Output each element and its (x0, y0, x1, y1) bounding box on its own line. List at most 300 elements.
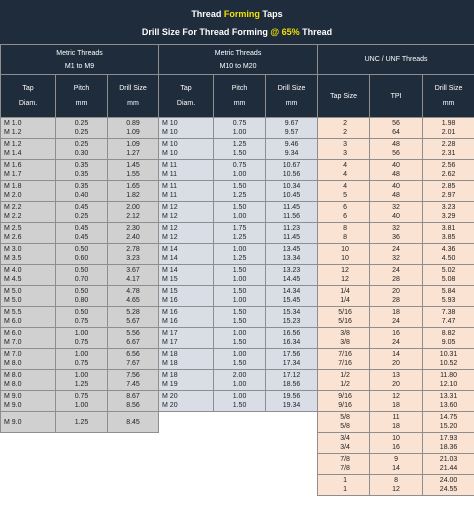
cell-value: M 5.0 (4, 297, 22, 304)
cell-drill-size-3 (423, 286, 474, 307)
cell-tap-diam-2 (159, 181, 214, 202)
cell-pitch (56, 139, 108, 160)
cell-value: 0.35 (74, 162, 89, 169)
cell-value: 2.85 (441, 183, 456, 190)
cell-value: 11.45 (283, 204, 301, 211)
cell-pitch-2 (214, 244, 266, 265)
cell-value: 1.50 (232, 288, 247, 295)
cell-drill-size (108, 118, 159, 139)
cell-pitch (56, 412, 108, 433)
table-row (1, 328, 474, 349)
cell-value: 8.82 (441, 330, 456, 337)
cell-value: M 1.4 (4, 150, 22, 157)
drill-size-table (0, 44, 474, 496)
cell-tap-diam-2 (159, 475, 214, 496)
cell-drill-size (108, 139, 159, 160)
cell-value: 10.67 (282, 162, 301, 169)
cell-value: 0.75 (74, 318, 89, 325)
table-row (1, 433, 474, 454)
cell-value: M 19 (162, 381, 178, 388)
cell-value: 1.45 (126, 162, 140, 169)
cell-value: 24 (392, 318, 400, 325)
cell-value: M 15 (162, 288, 178, 295)
cell-pitch (56, 307, 108, 328)
cell-value: 1.50 (232, 183, 247, 190)
cell-value: 5.67 (126, 318, 140, 325)
cell-drill-size-2 (266, 286, 318, 307)
cell-value: 2.78 (126, 246, 140, 253)
cell-value: 11 (392, 414, 400, 421)
cell-tap-diam-2 (159, 307, 214, 328)
cell-tap-diam (1, 265, 56, 286)
cell-tpi (370, 223, 423, 244)
group-header-unc: UNC / UNF Threads (318, 45, 474, 75)
cell-value: M 11 (162, 192, 178, 199)
cell-value: M 20 (162, 402, 178, 409)
cell-value: 3.23 (441, 204, 456, 211)
cell-value: 1.50 (232, 318, 247, 325)
cell-value: 2 (343, 129, 348, 136)
cell-drill-size-3 (423, 139, 474, 160)
cell-value: 0.45 (74, 225, 89, 232)
cell-value: M 9.0 (4, 393, 22, 400)
cell-value: M 11 (162, 162, 178, 169)
cell-drill-size (108, 370, 159, 391)
cell-drill-size-3 (423, 433, 474, 454)
cell-value: 4.17 (126, 276, 140, 283)
table-row (1, 307, 474, 328)
cell-value: 1.50 (232, 360, 247, 367)
cell-value: M 1.8 (4, 183, 22, 190)
cell-drill-size-3 (423, 202, 474, 223)
cell-value: 32 (392, 255, 400, 262)
cell-value: 1.27 (126, 150, 140, 157)
cell-value: 2.56 (441, 162, 456, 169)
cell-drill-size-3 (423, 181, 474, 202)
cell-value: 5.08 (441, 276, 456, 283)
cell-pitch-2 (214, 286, 266, 307)
cell-value: 21.03 (439, 456, 458, 463)
cell-value: 1.00 (232, 381, 247, 388)
cell-tap-size (318, 454, 370, 475)
cell-value: M 12 (162, 225, 178, 232)
cell-drill-size-2 (266, 181, 318, 202)
cell-value: 7.45 (126, 381, 140, 388)
cell-value: 24 (392, 246, 400, 253)
cell-pitch (56, 349, 108, 370)
cell-value: 40 (392, 183, 400, 190)
cell-pitch-2 (214, 370, 266, 391)
cell-value: 6.56 (126, 351, 140, 358)
cell-value: 0.75 (74, 393, 89, 400)
col-header-tap-diam: Tap Diam. (1, 75, 56, 118)
cell-value: M 16 (162, 297, 178, 304)
cell-pitch-2 (214, 223, 266, 244)
cell-value: 2.01 (441, 129, 456, 136)
cell-drill-size-3 (423, 328, 474, 349)
cell-value: 8.56 (126, 402, 140, 409)
cell-tap-size (318, 202, 370, 223)
cell-value: 7/16 (338, 351, 352, 358)
cell-value: 2.00 (126, 204, 140, 211)
cell-value: 24 (392, 267, 400, 274)
cell-value: 18 (392, 423, 400, 430)
cell-pitch (56, 202, 108, 223)
cell-value: 24 (392, 339, 400, 346)
cell-value: M 12 (162, 204, 178, 211)
cell-value: 1.25 (232, 255, 247, 262)
cell-drill-size-3 (423, 475, 474, 496)
cell-value: 7.38 (441, 309, 456, 316)
cell-value: 1.25 (232, 192, 247, 199)
cell-value: 3 (343, 150, 348, 157)
cell-tpi (370, 412, 423, 433)
cell-value: 1.00 (232, 297, 247, 304)
cell-pitch-2 (214, 412, 266, 433)
cell-tap-diam-2 (159, 223, 214, 244)
cell-value: M 8.0 (4, 381, 22, 388)
cell-tpi (370, 160, 423, 181)
cell-value: 13.31 (439, 393, 458, 400)
table-row (1, 139, 474, 160)
col-header-pitch-2: Pitch mm (214, 75, 266, 118)
cell-tap-diam-2 (159, 139, 214, 160)
col-header-tpi: TPI (370, 75, 423, 118)
cell-value: M 6.0 (4, 330, 22, 337)
cell-pitch (56, 475, 108, 496)
cell-value: 5.02 (441, 267, 456, 274)
cell-value: 2.00 (232, 372, 247, 379)
cell-value: 10.56 (282, 171, 301, 178)
group-header-metric-2: Metric Threads M10 to M20 (159, 45, 318, 75)
cell-value: 4 (343, 171, 348, 178)
cell-value: M 11 (162, 183, 178, 190)
cell-value: M 10 (162, 120, 178, 127)
cell-tap-diam-2 (159, 391, 214, 412)
cell-value: M 11 (162, 171, 178, 178)
cell-tpi (370, 475, 423, 496)
cell-drill-size-2 (266, 118, 318, 139)
cell-drill-size (108, 286, 159, 307)
cell-value: 15.34 (282, 309, 301, 316)
cell-value: 15.23 (282, 318, 301, 325)
cell-value: 19.56 (282, 393, 301, 400)
cell-drill-size-2 (266, 391, 318, 412)
table-body (1, 118, 474, 496)
cell-value: 0.40 (74, 192, 89, 199)
cell-pitch-2 (214, 433, 266, 454)
cell-tpi (370, 202, 423, 223)
cell-value: 1.65 (126, 183, 140, 190)
cell-drill-size-3 (423, 349, 474, 370)
cell-value: 1.09 (126, 129, 140, 136)
cell-value: 1.50 (232, 150, 247, 157)
cell-value: 1.50 (232, 402, 247, 409)
cell-tap-size (318, 412, 370, 433)
col-header-tap-diam-2: Tap Diam. (159, 75, 214, 118)
cell-value: 1.00 (232, 276, 247, 283)
cell-tpi (370, 328, 423, 349)
cell-tap-diam-2 (159, 412, 214, 433)
cell-value: 1.00 (74, 402, 89, 409)
cell-pitch-2 (214, 454, 266, 475)
cell-value: 1.00 (232, 393, 247, 400)
col-header-drill: Drill Size mm (108, 75, 159, 118)
cell-value: 18 (392, 309, 400, 316)
cell-tap-diam-2 (159, 454, 214, 475)
cell-value: 9.46 (284, 141, 299, 148)
chart-title (0, 0, 474, 44)
cell-value: 56 (392, 150, 400, 157)
cell-value: M 4.5 (4, 276, 22, 283)
cell-value: 5 (343, 192, 348, 199)
cell-value: 8.67 (126, 393, 140, 400)
cell-drill-size (108, 244, 159, 265)
cell-value: 1.55 (126, 171, 140, 178)
cell-tap-size (318, 286, 370, 307)
cell-pitch-2 (214, 181, 266, 202)
cell-drill-size-2 (266, 223, 318, 244)
cell-tap-diam-2 (159, 202, 214, 223)
cell-value: 36 (392, 234, 400, 241)
cell-tpi (370, 391, 423, 412)
cell-value: 14 (392, 465, 400, 472)
cell-tap-diam (1, 328, 56, 349)
cell-value: 3.67 (126, 267, 140, 274)
cell-value: 17.12 (282, 372, 301, 379)
cell-value: M 7.0 (4, 339, 22, 346)
table-row (1, 370, 474, 391)
group-header-metric-1: Metric Threads M1 to M9 (1, 45, 159, 75)
table-row (1, 454, 474, 475)
cell-value: 2.28 (441, 141, 456, 148)
cell-value: M 9.0 (4, 402, 22, 409)
cell-value: 20 (392, 360, 400, 367)
cell-tap-diam (1, 139, 56, 160)
cell-drill-size (108, 328, 159, 349)
cell-value: 4.78 (126, 288, 140, 295)
cell-value: 10.34 (282, 183, 301, 190)
cell-value: 18.56 (282, 381, 301, 388)
cell-value: 16 (392, 330, 400, 337)
table-row (1, 286, 474, 307)
cell-value: 11.45 (283, 234, 301, 241)
cell-drill-size (108, 265, 159, 286)
cell-value: 12 (392, 486, 400, 493)
cell-tap-diam-2 (159, 349, 214, 370)
cell-value: 18 (392, 402, 400, 409)
cell-tpi (370, 286, 423, 307)
cell-value: 1.00 (232, 351, 247, 358)
cell-value: 2.12 (126, 213, 140, 220)
cell-value: 0.25 (74, 120, 89, 127)
cell-value: 14.45 (282, 276, 301, 283)
cell-pitch-2 (214, 160, 266, 181)
cell-value: 1.09 (126, 141, 140, 148)
cell-value: 5/8 (340, 414, 350, 421)
cell-tap-size (318, 223, 370, 244)
cell-pitch-2 (214, 139, 266, 160)
cell-value: 2.62 (441, 171, 456, 178)
cell-drill-size (108, 349, 159, 370)
cell-value: 1.00 (232, 171, 247, 178)
cell-value: 13.23 (282, 267, 301, 274)
cell-value: 4 (343, 183, 348, 190)
title-line-1: Thread Forming Taps (191, 9, 283, 19)
cell-drill-size (108, 475, 159, 496)
table-row (1, 202, 474, 223)
cell-value: 7.47 (441, 318, 456, 325)
cell-value: 3.85 (441, 234, 456, 241)
cell-tap-diam (1, 181, 56, 202)
cell-drill-size-3 (423, 118, 474, 139)
cell-drill-size-2 (266, 265, 318, 286)
cell-value: 6 (343, 213, 348, 220)
cell-value: M 7.0 (4, 351, 22, 358)
table-row (1, 391, 474, 412)
cell-value: 40 (392, 213, 400, 220)
cell-pitch-2 (214, 265, 266, 286)
cell-value: 1.25 (74, 381, 89, 388)
table-row (1, 181, 474, 202)
cell-value: 8 (343, 225, 348, 232)
cell-value: 5.93 (441, 297, 456, 304)
cell-tap-diam (1, 118, 56, 139)
cell-tap-diam-2 (159, 160, 214, 181)
cell-value: 2.40 (126, 234, 140, 241)
cell-value: 1/2 (340, 381, 350, 388)
cell-drill-size-2 (266, 160, 318, 181)
cell-value: M 10 (162, 129, 178, 136)
cell-value: 7/8 (340, 465, 350, 472)
cell-value: M 3.0 (4, 246, 22, 253)
cell-value: 0.25 (74, 129, 89, 136)
cell-tap-size (318, 370, 370, 391)
cell-value: M 2.5 (4, 225, 22, 232)
cell-value: 16 (392, 444, 400, 451)
cell-value: M 17 (162, 330, 178, 337)
cell-drill-size (108, 223, 159, 244)
cell-value: 0.30 (74, 150, 89, 157)
cell-drill-size-2 (266, 244, 318, 265)
cell-value: 1 (343, 486, 348, 493)
cell-value: 11.80 (440, 372, 458, 379)
cell-tap-diam (1, 244, 56, 265)
cell-tap-size (318, 475, 370, 496)
cell-pitch (56, 328, 108, 349)
cell-pitch-2 (214, 475, 266, 496)
cell-value: M 9.0 (4, 418, 22, 426)
cell-value: 1/2 (340, 372, 350, 379)
cell-drill-size (108, 160, 159, 181)
cell-value: 32 (392, 204, 400, 211)
cell-value: 0.89 (126, 120, 140, 127)
cell-tpi (370, 349, 423, 370)
cell-value: 16.34 (282, 339, 301, 346)
cell-value: 10 (341, 255, 349, 262)
cell-drill-size-2 (266, 202, 318, 223)
cell-value: 5/16 (338, 318, 352, 325)
cell-drill-size-3 (423, 412, 474, 433)
cell-drill-size-3 (423, 265, 474, 286)
cell-value: 14.34 (282, 288, 301, 295)
cell-value: 6.67 (126, 339, 140, 346)
cell-value: 1.00 (74, 330, 89, 337)
cell-value: 12 (341, 267, 349, 274)
cell-value: M 10 (162, 150, 178, 157)
cell-value: 16.56 (282, 330, 301, 337)
cell-value: 4.65 (126, 297, 140, 304)
cell-value: M 10 (162, 141, 178, 148)
cell-value: 32 (392, 225, 400, 232)
cell-pitch (56, 181, 108, 202)
cell-value: 14.75 (439, 414, 458, 421)
cell-tpi (370, 139, 423, 160)
cell-value: 1.25 (74, 418, 89, 426)
cell-tap-diam-2 (159, 286, 214, 307)
cell-value: M 1.6 (4, 162, 22, 169)
cell-drill-size-2 (266, 307, 318, 328)
cell-tpi (370, 118, 423, 139)
cell-value: 5/8 (340, 423, 350, 430)
cell-value: 9.57 (284, 129, 299, 136)
cell-value: M 18 (162, 360, 178, 367)
cell-value: 5.28 (126, 309, 140, 316)
cell-pitch-2 (214, 118, 266, 139)
cell-value: 3 (343, 141, 348, 148)
cell-drill-size-3 (423, 307, 474, 328)
table-row (1, 160, 474, 181)
cell-value: 4.36 (441, 246, 456, 253)
cell-value: M 5.0 (4, 288, 22, 295)
cell-value: 1.82 (126, 192, 140, 199)
cell-tap-diam (1, 433, 56, 454)
cell-value: 17.34 (282, 360, 301, 367)
cell-tap-size (318, 244, 370, 265)
cell-value: M 1.2 (4, 141, 22, 148)
cell-tap-size (318, 265, 370, 286)
cell-value: M 2.2 (4, 204, 22, 211)
cell-value: 2 (343, 120, 348, 127)
cell-value: 1.00 (232, 246, 247, 253)
cell-value: 10.52 (439, 360, 458, 367)
cell-value: 0.70 (74, 276, 89, 283)
cell-value: 48 (392, 141, 400, 148)
cell-tap-diam (1, 391, 56, 412)
cell-value: 20 (392, 288, 400, 295)
cell-value: 48 (392, 171, 400, 178)
cell-value: 0.80 (74, 297, 89, 304)
cell-value: M 8.0 (4, 360, 22, 367)
cell-tap-size (318, 328, 370, 349)
cell-value: M 16 (162, 318, 178, 325)
cell-tpi (370, 244, 423, 265)
cell-value: 0.50 (74, 267, 89, 274)
cell-tap-diam (1, 160, 56, 181)
cell-tap-size (318, 181, 370, 202)
cell-value: 13 (392, 372, 400, 379)
cell-value: 0.50 (74, 246, 89, 253)
cell-drill-size-3 (423, 391, 474, 412)
cell-value: M 2.0 (4, 192, 22, 199)
cell-tpi (370, 181, 423, 202)
cell-tap-size (318, 139, 370, 160)
cell-value: M 17 (162, 339, 178, 346)
cell-pitch-2 (214, 391, 266, 412)
cell-pitch-2 (214, 307, 266, 328)
cell-drill-size-2 (266, 328, 318, 349)
cell-drill-size-2 (266, 475, 318, 496)
